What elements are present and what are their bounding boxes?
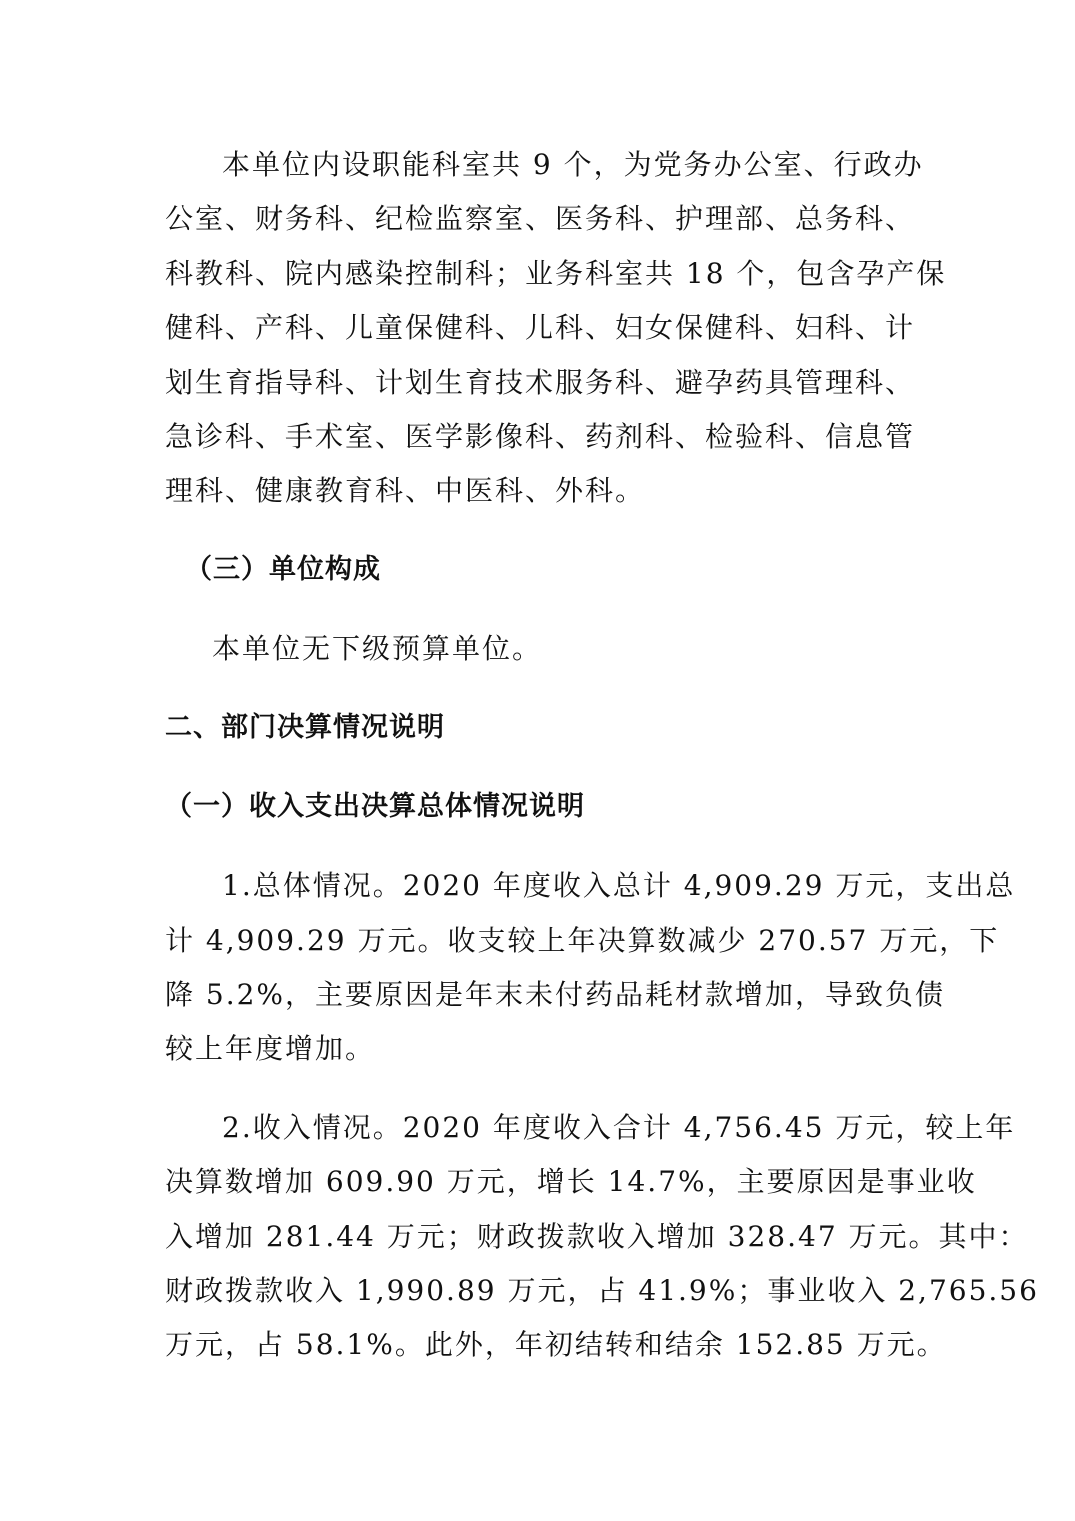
paragraph-line: 1.总体情况。2020 年度收入总计 4,909.29 万元，支出总 [222,869,1016,902]
paragraph-line: 理科、健康教育科、中医科、外科。 [165,474,646,507]
paragraph-line: 划生育指导科、计划生育技术服务科、避孕药具管理科、 [165,366,916,399]
paragraph-line: 财政拨款收入 1,990.89 万元，占 41.9%；事业收入 2,765.56 [165,1274,1039,1307]
paragraph-line: 决算数增加 609.90 万元，增长 14.7%，主要原因是事业收 [165,1165,977,1198]
paragraph-line: 较上年度增加。 [165,1032,376,1065]
paragraph-line: 万元，占 58.1%。此外，年初结转和结余 152.85 万元。 [165,1328,947,1361]
paragraph-no-subordinate-units: 本单位无下级预算单位。 [212,632,543,665]
paragraph-line: 公室、财务科、纪检监察室、医务科、护理部、总务科、 [165,202,916,235]
paragraph-line: 入增加 281.44 万元；财政拨款收入增加 328.47 万元。其中： [165,1220,1029,1253]
paragraph-line: 2.收入情况。2020 年度收入合计 4,756.45 万元，较上年 [222,1111,1016,1144]
paragraph-line: 计 4,909.29 万元。收支较上年决算数减少 270.57 万元，下 [165,924,1000,957]
paragraph-line: 急诊科、手术室、医学影像科、药剂科、检验科、信息管 [165,420,916,453]
paragraph-line: 本单位内设职能科室共 9 个，为党务办公室、行政办 [222,148,924,181]
section-heading-unit-composition: （三）单位构成 [185,554,381,585]
section-heading-final-accounts: 二、部门决算情况说明 [165,712,445,743]
subsection-heading-income-expenditure: （一）收入支出决算总体情况说明 [165,791,585,822]
paragraph-line: 降 5.2%，主要原因是年末未付药品耗材款增加，导致负债 [165,978,946,1011]
paragraph-line: 科教科、院内感染控制科；业务科室共 18 个，包含孕产保 [165,257,947,290]
paragraph-line: 健科、产科、儿童保健科、儿科、妇女保健科、妇科、计 [165,311,916,344]
